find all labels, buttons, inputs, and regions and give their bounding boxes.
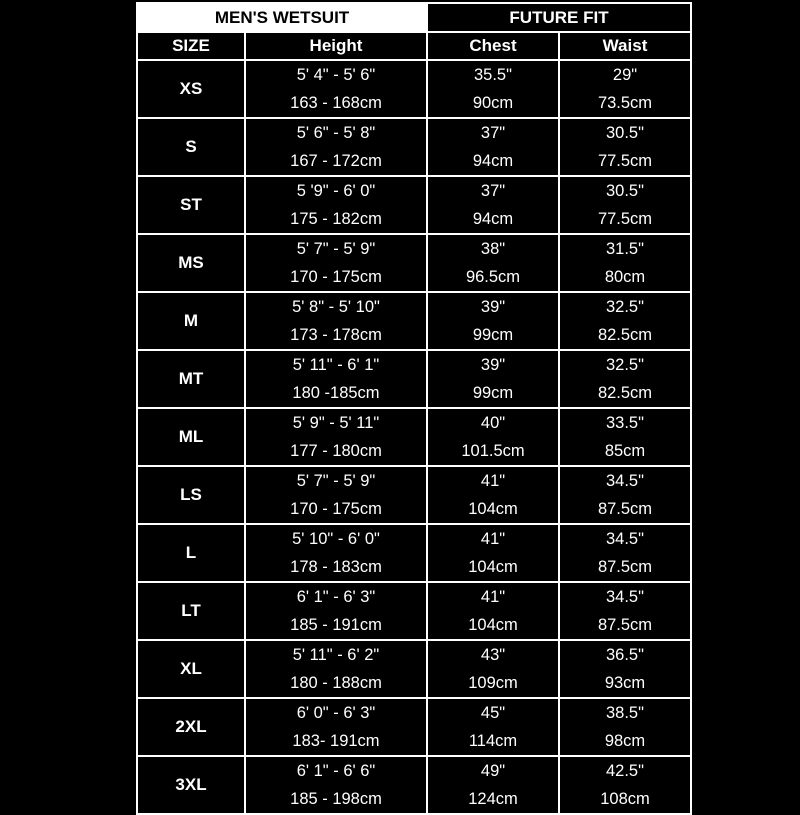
table-row [137, 350, 691, 408]
chest-metric: 90cm [472, 94, 514, 112]
waist-metric: 93cm [604, 674, 646, 692]
height-imperial: 6' 1" - 6' 6" [296, 762, 376, 780]
chest-metric: 124cm [468, 790, 518, 808]
table-row [137, 408, 691, 466]
size-cell: LS [137, 466, 245, 524]
waist-metric: 77.5cm [597, 152, 653, 170]
size-cell: MT [137, 350, 245, 408]
height-imperial: 5' 8" - 5' 10" [292, 298, 380, 316]
height-cell [245, 698, 427, 756]
height-imperial: 5' 11" - 6' 1" [292, 356, 380, 374]
waist-metric: 77.5cm [597, 210, 653, 228]
height-cell [245, 524, 427, 582]
chest-imperial: 49" [480, 762, 506, 780]
chest-metric: 99cm [472, 326, 514, 344]
size-chart-table [136, 2, 692, 815]
waist-imperial: 38.5" [606, 704, 644, 722]
height-imperial: 5 '9" - 6' 0" [296, 182, 376, 200]
height-imperial: 5' 6" - 5' 8" [296, 124, 376, 142]
waist-imperial: 32.5" [606, 298, 644, 316]
chest-metric: 96.5cm [465, 268, 521, 286]
chest-imperial: 39" [480, 298, 506, 316]
size-cell: M [137, 292, 245, 350]
chest-imperial: 45" [480, 704, 506, 722]
chest-cell [427, 582, 559, 640]
chest-imperial: 37" [480, 124, 506, 142]
chest-cell [427, 292, 559, 350]
waist-cell [559, 756, 691, 814]
height-metric: 185 - 198cm [290, 790, 382, 808]
chest-cell [427, 698, 559, 756]
size-cell: ML [137, 408, 245, 466]
chest-imperial: 40" [480, 414, 506, 432]
height-imperial: 5' 7" - 5' 9" [296, 472, 376, 490]
table-row [137, 176, 691, 234]
waist-cell [559, 118, 691, 176]
height-metric: 180 -185cm [292, 384, 380, 402]
chest-cell [427, 640, 559, 698]
waist-metric: 108cm [600, 790, 650, 808]
height-cell [245, 60, 427, 118]
chest-cell [427, 176, 559, 234]
size-cell: XS [137, 60, 245, 118]
chest-imperial: 41" [480, 472, 506, 490]
waist-metric: 85cm [604, 442, 646, 460]
waist-metric: 87.5cm [597, 500, 653, 518]
waist-imperial: 29" [612, 66, 638, 84]
chest-metric: 99cm [472, 384, 514, 402]
waist-metric: 82.5cm [597, 384, 653, 402]
waist-cell [559, 176, 691, 234]
height-imperial: 5' 4" - 5' 6" [296, 66, 376, 84]
waist-cell [559, 408, 691, 466]
height-metric: 163 - 168cm [290, 94, 382, 112]
size-cell: LT [137, 582, 245, 640]
size-cell: ST [137, 176, 245, 234]
waist-imperial: 32.5" [606, 356, 644, 374]
waist-imperial: 42.5" [606, 762, 644, 780]
height-metric: 170 - 175cm [290, 500, 382, 518]
height-cell [245, 582, 427, 640]
chest-imperial: 39" [480, 356, 506, 374]
waist-imperial: 30.5" [606, 124, 644, 142]
table-row [137, 118, 691, 176]
chest-imperial: 41" [480, 530, 506, 548]
waist-cell [559, 640, 691, 698]
chest-cell [427, 234, 559, 292]
height-imperial: 6' 1" - 6' 3" [296, 588, 376, 606]
waist-metric: 87.5cm [597, 616, 653, 634]
column-header-waist: Waist [559, 32, 691, 60]
table-row [137, 640, 691, 698]
chart-title: MEN'S WETSUIT [137, 3, 427, 32]
height-cell [245, 118, 427, 176]
chest-imperial: 38" [480, 240, 506, 258]
waist-metric: 82.5cm [597, 326, 653, 344]
waist-cell [559, 350, 691, 408]
waist-cell [559, 466, 691, 524]
chest-cell [427, 60, 559, 118]
height-metric: 170 - 175cm [290, 268, 382, 286]
chest-metric: 109cm [468, 674, 518, 692]
height-cell [245, 234, 427, 292]
waist-cell [559, 524, 691, 582]
height-imperial: 5' 9" - 5' 11" [292, 414, 380, 432]
height-imperial: 5' 10" - 6' 0" [292, 530, 380, 548]
title-row [137, 3, 691, 32]
size-rows [137, 60, 691, 814]
table-row [137, 756, 691, 814]
table-row [137, 292, 691, 350]
table-row [137, 698, 691, 756]
height-cell [245, 292, 427, 350]
column-header-height: Height [245, 32, 427, 60]
waist-cell [559, 698, 691, 756]
chest-metric: 114cm [468, 732, 518, 750]
table-row [137, 582, 691, 640]
waist-cell [559, 582, 691, 640]
table-row [137, 466, 691, 524]
waist-metric: 73.5cm [597, 94, 653, 112]
waist-metric: 87.5cm [597, 558, 653, 576]
chest-cell [427, 524, 559, 582]
chest-imperial: 37" [480, 182, 506, 200]
height-cell [245, 640, 427, 698]
waist-imperial: 36.5" [606, 646, 644, 664]
waist-imperial: 34.5" [606, 472, 644, 490]
waist-imperial: 33.5" [606, 414, 644, 432]
chest-metric: 94cm [472, 152, 514, 170]
size-cell: XL [137, 640, 245, 698]
chest-metric: 104cm [468, 500, 518, 518]
table-row [137, 524, 691, 582]
height-imperial: 5' 7" - 5' 9" [296, 240, 376, 258]
chest-imperial: 35.5" [474, 66, 512, 84]
height-metric: 173 - 178cm [290, 326, 382, 344]
size-cell: 3XL [137, 756, 245, 814]
waist-metric: 80cm [604, 268, 646, 286]
chest-cell [427, 408, 559, 466]
height-metric: 177 - 180cm [290, 442, 382, 460]
chest-cell [427, 466, 559, 524]
chest-imperial: 43" [480, 646, 506, 664]
chest-cell [427, 350, 559, 408]
chest-metric: 94cm [472, 210, 514, 228]
column-header-chest: Chest [427, 32, 559, 60]
waist-cell [559, 234, 691, 292]
waist-cell [559, 292, 691, 350]
size-cell: MS [137, 234, 245, 292]
size-cell: S [137, 118, 245, 176]
waist-imperial: 34.5" [606, 530, 644, 548]
waist-imperial: 31.5" [606, 240, 644, 258]
table-row [137, 60, 691, 118]
height-cell [245, 756, 427, 814]
height-imperial: 5' 11" - 6' 2" [292, 646, 380, 664]
height-cell [245, 176, 427, 234]
waist-cell [559, 60, 691, 118]
chest-cell [427, 118, 559, 176]
waist-metric: 98cm [604, 732, 646, 750]
height-metric: 180 - 188cm [290, 674, 382, 692]
height-cell [245, 350, 427, 408]
height-cell [245, 408, 427, 466]
size-cell: L [137, 524, 245, 582]
chest-cell [427, 756, 559, 814]
height-metric: 183- 191cm [292, 732, 380, 750]
chest-imperial: 41" [480, 588, 506, 606]
waist-imperial: 34.5" [606, 588, 644, 606]
height-metric: 185 - 191cm [290, 616, 382, 634]
height-imperial: 6' 0" - 6' 3" [296, 704, 376, 722]
height-metric: 175 - 182cm [290, 210, 382, 228]
column-header-row [137, 32, 691, 60]
column-header-size: SIZE [137, 32, 245, 60]
height-cell [245, 466, 427, 524]
height-metric: 167 - 172cm [290, 152, 382, 170]
chest-metric: 104cm [468, 616, 518, 634]
chest-metric: 101.5cm [461, 442, 525, 460]
chest-metric: 104cm [468, 558, 518, 576]
chart-subtitle: FUTURE FIT [427, 3, 691, 32]
table-row [137, 234, 691, 292]
size-cell: 2XL [137, 698, 245, 756]
height-metric: 178 - 183cm [290, 558, 382, 576]
waist-imperial: 30.5" [606, 182, 644, 200]
